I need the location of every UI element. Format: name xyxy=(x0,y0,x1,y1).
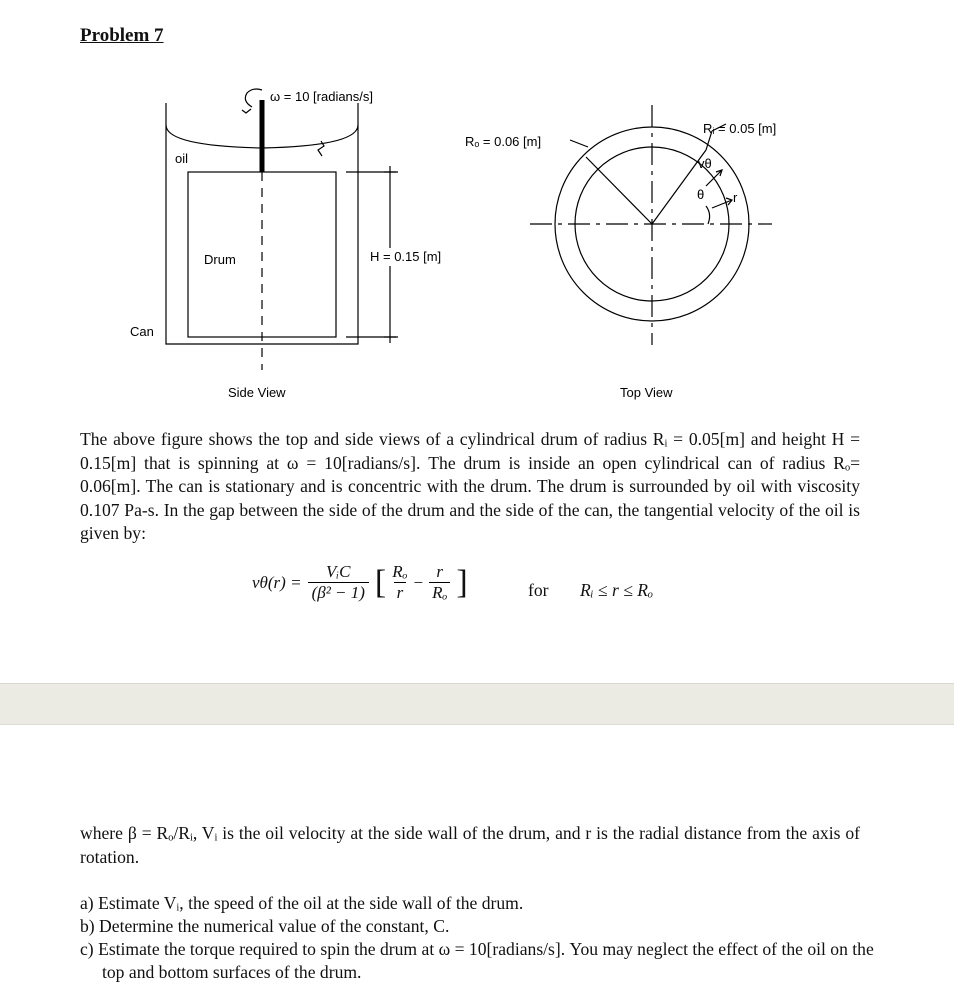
top-view-drawing xyxy=(530,105,772,345)
top-view-label: Top View xyxy=(620,385,673,400)
side-view-label: Side View xyxy=(228,385,286,400)
oil-label: oil xyxy=(175,151,189,166)
equation-for: for xyxy=(528,580,549,600)
r-label: r xyxy=(733,190,738,205)
term2-numerator: r xyxy=(436,562,444,581)
v-theta-label: vθ xyxy=(698,156,712,171)
question-c: c) Estimate the torque required to spin the drum at ω = 10[radians/s]. You may neglect the effect of the oil on the top and bottom surfaces of the drum. xyxy=(80,939,874,982)
question-b: b) Determine the numerical value of the constant, C. xyxy=(80,916,450,936)
ro-radius-line xyxy=(586,157,652,224)
equation-lhs: vθ(r) = xyxy=(252,572,302,592)
can-label: Can xyxy=(130,324,154,339)
problem-title: Problem 7 xyxy=(80,25,164,46)
equation-range: Rᵢ ≤ r ≤ Rₒ xyxy=(580,580,654,600)
drum-label: Drum xyxy=(204,252,236,267)
ri-label: Rᵢ = 0.05 [m] xyxy=(703,121,777,136)
theta-label: θ xyxy=(697,187,705,202)
omega-label: ω = 10 [radians/s] xyxy=(270,89,374,104)
term1-denominator: r xyxy=(394,582,407,603)
problem-figure xyxy=(0,0,954,420)
side-view-drawing xyxy=(166,89,398,370)
equation-numerator: VᵢC xyxy=(326,562,351,581)
term2-denominator: Rₒ xyxy=(429,582,450,603)
theta-arc xyxy=(706,206,710,224)
velocity-equation: vθ(r) = VᵢC (β² − 1) [ $\frac{\text{Rₒ}}{r}$ − $\frac{r}{\text{Rₒ}}$ ] xyxy=(252,562,468,602)
question-list xyxy=(80,892,880,984)
definitions-paragraph: where β = Rₒ/Rᵢ, Vᵢ is the oil velocity at the side wall of the drum, and r is the radial distance from the axis of rotation. xyxy=(80,823,860,867)
question-a: a) Estimate Vᵢ, the speed of the oil at the side wall of the drum. xyxy=(80,893,524,913)
h-label: H = 0.15 [m] xyxy=(370,249,442,264)
term1-numerator: Rₒ xyxy=(392,562,408,581)
equation-denominator: (β² − 1) xyxy=(308,582,369,603)
problem-description: The above figure shows the top and side views of a cylindrical drum of radius Rᵢ = 0.05[m] and height H = 0.15[m] that is spinning at ω = 10[radians/s]. The drum is inside an open cylindrical can of radius Rₒ= 0.06[m]. The can is stationary and is concentric with the drum. The drum is surrounded by oil with viscosity 0.107 Pa-s. In the gap between the side of the drum and the side of the can, the tangential velocity of the oil is given by: xyxy=(80,429,860,543)
page-separator-band xyxy=(0,683,954,725)
ro-label: Rₒ = 0.06 [m] xyxy=(465,134,542,149)
